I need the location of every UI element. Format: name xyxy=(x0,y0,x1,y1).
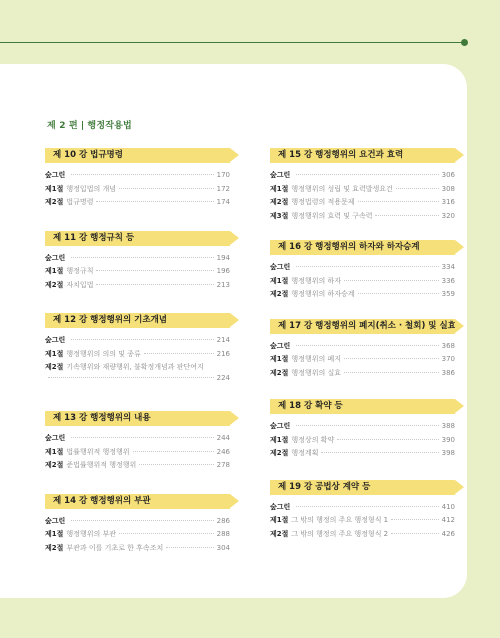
entry-page-number: 170 xyxy=(216,171,230,179)
section-header xyxy=(270,240,455,255)
entry-label: 숲그린 xyxy=(45,253,66,262)
entry-title: 자치입법 xyxy=(66,280,94,289)
section-title: 제 11 강 행정규칙 등 xyxy=(53,232,135,243)
leader-dots xyxy=(296,266,438,267)
leader-dots xyxy=(133,451,214,452)
toc-section xyxy=(45,411,230,474)
toc-entry[interactable] xyxy=(270,289,455,303)
entry-page-number: 246 xyxy=(216,447,230,456)
leader-dots xyxy=(71,174,213,175)
toc-entry[interactable] xyxy=(270,262,455,276)
leader-dots xyxy=(321,452,438,453)
entry-title: 행정행위의 폐지 xyxy=(291,355,341,363)
section-header xyxy=(270,399,455,414)
section-title: 제 19 강 공법상 계약 등 xyxy=(278,481,371,492)
toc-entry[interactable] xyxy=(270,448,455,462)
leader-dots xyxy=(358,201,439,202)
entry-label: 숲그린 xyxy=(270,341,291,350)
leader-dots xyxy=(396,188,439,189)
toc-entry[interactable] xyxy=(270,211,455,225)
toc-entry[interactable] xyxy=(45,184,230,198)
toc-entry[interactable] xyxy=(45,349,230,363)
leader-dots xyxy=(296,506,438,507)
toc-section xyxy=(270,319,455,382)
leader-dots xyxy=(337,439,438,440)
toc-entry[interactable] xyxy=(270,341,455,355)
entry-label: 제1절 xyxy=(45,349,64,358)
entry-label: 숲그린 xyxy=(45,336,66,344)
toc-entry[interactable] xyxy=(45,170,230,184)
entry-label: 제2절 xyxy=(45,280,64,289)
entry-page-number: 368 xyxy=(441,341,455,350)
entry-page-number: 216 xyxy=(216,349,230,358)
section-title: 제 14 강 행정행위의 부관 xyxy=(53,495,151,506)
entry-page-number: 316 xyxy=(441,198,455,206)
entry-page-number: 359 xyxy=(441,290,455,298)
leader-dots xyxy=(119,533,214,534)
entry-page-number: 194 xyxy=(216,253,230,262)
entry-page-number: 336 xyxy=(441,276,455,285)
leader-dots xyxy=(71,257,213,258)
leader-dots xyxy=(71,437,213,438)
toc-entry[interactable] xyxy=(45,266,230,280)
entry-page-number: 286 xyxy=(216,516,230,525)
entry-label: 숲그린 xyxy=(45,434,66,442)
entry-label: 제1절 xyxy=(270,435,289,444)
entry-title: 행정행위의 효력 및 구속력 xyxy=(291,211,373,220)
header-rule-dot xyxy=(461,39,468,46)
entry-label: 숲그린 xyxy=(270,422,291,430)
section-header xyxy=(45,494,230,509)
entry-page-number: 174 xyxy=(216,198,230,206)
leader-dots xyxy=(375,215,438,216)
leader-dots xyxy=(71,520,213,521)
entry-title: 행정행위의 성립 및 효력발생요건 xyxy=(291,184,393,193)
entry-label: 제2절 xyxy=(45,543,64,552)
entry-title: 그 밖의 행정의 주요 행정형식 2 xyxy=(291,529,389,538)
toc-section xyxy=(270,240,455,303)
toc-entry[interactable] xyxy=(45,280,230,294)
entry-title: 행정규칙 xyxy=(66,267,94,275)
entry-title: 기속행위와 재량행위, 불확정개념과 판단여지 xyxy=(66,363,204,371)
entry-title: 행정행위의 하자승계 xyxy=(291,290,355,298)
entry-page-number: 304 xyxy=(216,543,230,552)
entry-title: 행정상의 확약 xyxy=(291,435,335,444)
toc-entry[interactable] xyxy=(45,460,230,474)
toc-section xyxy=(45,494,230,557)
entry-page-number: 388 xyxy=(441,422,455,430)
entry-label: 제2절 xyxy=(45,363,64,371)
toc-section xyxy=(45,313,230,386)
entry-label: 제1절 xyxy=(45,184,64,193)
entry-title: 행정입법의 개념 xyxy=(66,184,116,193)
toc-entry[interactable] xyxy=(45,447,230,461)
entry-title: 행정행위의 부관 xyxy=(66,530,116,538)
leader-dots xyxy=(96,201,213,202)
entry-label: 제3절 xyxy=(270,211,289,220)
leader-dots xyxy=(96,270,213,271)
toc-entry[interactable] xyxy=(270,368,455,382)
entry-label: 제1절 xyxy=(270,355,289,363)
entry-label: 제1절 xyxy=(270,516,289,524)
leader-dots xyxy=(358,293,439,294)
entry-title: 부관과 이를 기초로 한 후속조치 xyxy=(66,543,164,552)
toc-entry[interactable] xyxy=(270,502,455,516)
entry-page-number: 390 xyxy=(441,435,455,444)
toc-entry[interactable] xyxy=(45,335,230,349)
toc-entry[interactable] xyxy=(270,197,455,211)
leader-dots xyxy=(48,377,214,378)
entry-page-number: 410 xyxy=(441,502,455,511)
part-title: 행정작용법 xyxy=(87,121,132,131)
entry-page-number: 386 xyxy=(441,368,455,377)
entry-label: 제2절 xyxy=(45,198,64,206)
entry-label: 제2절 xyxy=(270,198,289,206)
section-header xyxy=(45,231,230,246)
toc-entry[interactable] xyxy=(270,435,455,449)
section-title: 제 17 강 행정행위의 폐지(취소 · 철회) 및 실효 xyxy=(278,320,456,331)
leader-dots xyxy=(166,547,213,548)
leader-dots xyxy=(296,174,438,175)
toc-entry[interactable] xyxy=(45,197,230,211)
toc-entry[interactable] xyxy=(270,529,455,543)
toc-entry[interactable] xyxy=(45,543,230,557)
entry-label: 제1절 xyxy=(270,276,289,285)
toc-entry[interactable] xyxy=(45,516,230,530)
entry-label: 숲그린 xyxy=(45,516,66,525)
leader-dots xyxy=(71,339,213,340)
leader-dots xyxy=(144,353,214,354)
leader-dots xyxy=(139,464,213,465)
entry-page-number: 214 xyxy=(216,336,230,344)
toc-entry[interactable] xyxy=(270,276,455,290)
toc-entry[interactable] xyxy=(270,170,455,184)
section-title: 제 15 강 행정행위의 요건과 효력 xyxy=(278,150,404,160)
entry-label: 숲그린 xyxy=(45,171,66,179)
section-header xyxy=(270,148,455,163)
leader-dots xyxy=(119,188,214,189)
section-header xyxy=(45,411,230,426)
toc-entry[interactable] xyxy=(270,421,455,435)
entry-label: 숲그린 xyxy=(270,171,291,179)
entry-title: 행정계획 xyxy=(291,449,319,457)
leader-dots xyxy=(296,425,438,426)
entry-title: 법률행위적 행정행위 xyxy=(66,447,130,456)
section-header xyxy=(270,480,455,495)
toc-section xyxy=(270,399,455,462)
section-header xyxy=(45,148,230,163)
entry-label: 제2절 xyxy=(45,461,64,469)
entry-title: 행정행위의 실효 xyxy=(291,368,341,377)
entry-title: 행정행위의 하자 xyxy=(291,276,341,285)
entry-page-number: 224 xyxy=(216,374,230,382)
leader-dots xyxy=(391,533,438,534)
entry-label: 숲그린 xyxy=(270,502,291,511)
entry-title: 법규명령 xyxy=(66,198,94,206)
entry-title: 행정행위의 의의 및 종류 xyxy=(66,349,141,358)
leader-dots xyxy=(344,372,439,373)
entry-label: 제1절 xyxy=(45,530,64,538)
header-rule xyxy=(0,42,464,43)
entry-title: 행정법령의 적용문제 xyxy=(291,198,355,206)
entry-label: 제1절 xyxy=(45,267,64,275)
section-title: 제 12 강 행정행위의 기초개념 xyxy=(53,315,167,325)
toc-entry[interactable] xyxy=(270,354,455,368)
section-header xyxy=(270,319,455,334)
entry-page-number: 334 xyxy=(441,263,455,271)
toc-entry[interactable] xyxy=(45,253,230,267)
section-title: 제 18 강 확약 등 xyxy=(278,401,343,411)
entry-label: 제1절 xyxy=(45,447,64,456)
toc-right-column xyxy=(270,148,455,542)
entry-label: 제2절 xyxy=(270,529,289,538)
section-header xyxy=(45,313,230,328)
toc-entry[interactable] xyxy=(270,184,455,198)
entry-page-number: 426 xyxy=(441,529,455,538)
entry-page-number: 172 xyxy=(216,184,230,193)
entry-label: 숲그린 xyxy=(270,263,291,271)
toc-entry[interactable] xyxy=(45,433,230,447)
entry-page-number: 306 xyxy=(441,171,455,179)
section-title: 제 10 강 법규명령 xyxy=(53,150,123,160)
toc-entry[interactable] xyxy=(45,529,230,543)
entry-page-number: 370 xyxy=(441,355,455,363)
entry-page-number: 308 xyxy=(441,184,455,193)
toc-left-column xyxy=(45,148,230,556)
entry-page-number: 244 xyxy=(216,434,230,442)
part-heading xyxy=(47,118,132,131)
toc-section xyxy=(45,231,230,294)
leader-dots xyxy=(344,358,439,359)
entry-page-number: 288 xyxy=(216,530,230,538)
entry-page-number: 213 xyxy=(216,280,230,289)
toc-entry[interactable] xyxy=(45,362,230,386)
entry-page-number: 320 xyxy=(441,211,455,220)
entry-page-number: 278 xyxy=(216,461,230,469)
toc-section xyxy=(45,148,230,211)
entry-page-number: 196 xyxy=(216,267,230,275)
leader-dots xyxy=(344,280,439,281)
entry-title: 준법률행위적 행정행위 xyxy=(66,461,137,469)
toc-entry[interactable] xyxy=(270,515,455,529)
entry-label: 제2절 xyxy=(270,449,289,457)
part-label: 제 2 편 xyxy=(47,121,78,131)
entry-page-number: 412 xyxy=(441,516,455,524)
leader-dots xyxy=(391,519,438,520)
leader-dots xyxy=(296,345,438,346)
toc-section xyxy=(270,148,455,224)
leader-dots xyxy=(96,284,213,285)
entry-label: 제1절 xyxy=(270,184,289,193)
entry-page-number: 398 xyxy=(441,449,455,457)
section-title: 제 13 강 행정행위의 내용 xyxy=(53,413,151,423)
entry-label: 제2절 xyxy=(270,368,289,377)
part-divider: | xyxy=(80,121,85,131)
entry-label: 제2절 xyxy=(270,290,289,298)
entry-title: 그 밖의 행정의 주요 행정형식 1 xyxy=(291,516,389,524)
toc-section xyxy=(270,480,455,543)
section-title: 제 16 강 행정행위의 하자와 하자승계 xyxy=(278,242,420,252)
